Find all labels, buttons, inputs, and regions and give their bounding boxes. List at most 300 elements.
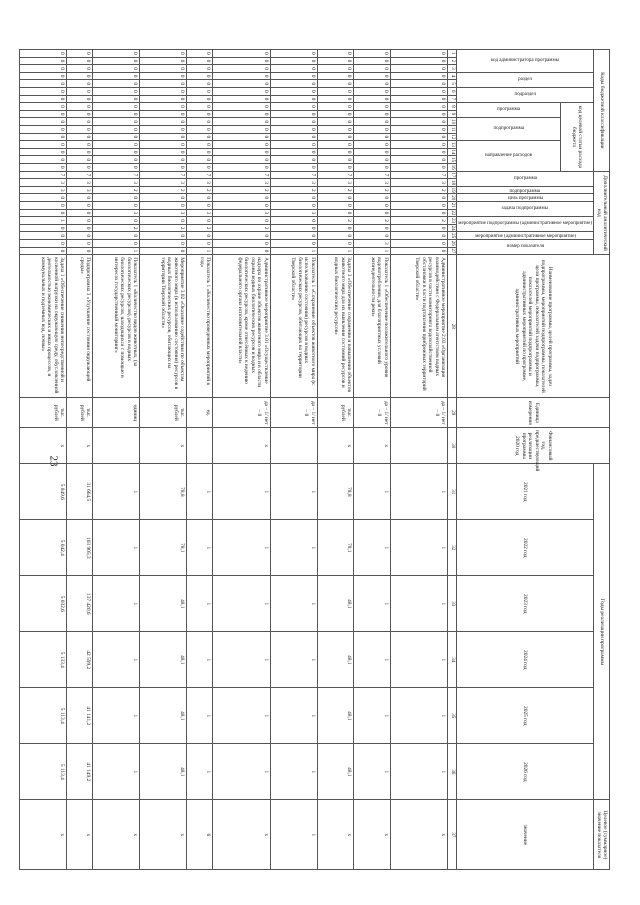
code-digit: 0 — [354, 133, 390, 141]
row-year-value: 1 — [187, 576, 213, 632]
code-digit: 2 — [187, 224, 213, 232]
code-digit: 0 — [20, 141, 67, 149]
code-digit: 3 — [20, 186, 67, 194]
row-year-value: 1 — [270, 464, 317, 520]
code-digit: 2 — [354, 186, 390, 194]
row-unit: тыс. рублей — [140, 398, 187, 428]
code-digit: 0 — [140, 65, 187, 73]
row-name: Административное мероприятие 3.01 «Осуществление надзора по охране объектов животного мира и в области охраны водных биологических ресурсов и водных биологических ресурсов, кроме отнесённых к ведению федерального органа исполнительной власти» — [213, 255, 271, 398]
code-digit: 0 — [140, 232, 187, 240]
code-digit: 0 — [270, 57, 317, 65]
row-year-value: 1 — [93, 520, 140, 576]
code-digit: 3 — [140, 209, 187, 217]
code-digit: 0 — [270, 50, 317, 58]
code-digit: 0 — [67, 194, 93, 202]
row-year-value: 1 — [93, 464, 140, 520]
code-digit: 0 — [20, 65, 67, 73]
code-digit: 0 — [187, 125, 213, 133]
row-year-value: 41 149,2 — [67, 744, 93, 800]
activity-col-header — [457, 232, 594, 240]
year-header: 2022 год — [457, 520, 594, 576]
code-digit: 7 — [140, 171, 187, 179]
code-digit: 0 — [20, 163, 67, 171]
row-name: Подпрограмма 3 «Улучшение состояния окружающей среды» — [67, 255, 93, 398]
row-year-value: 1 — [390, 632, 448, 688]
code-digit: 0 — [140, 141, 187, 149]
code-digit: 0 — [354, 72, 390, 80]
row-year-value: 1 — [93, 744, 140, 800]
row-fin-year: х — [213, 428, 271, 464]
code-digit: 0 — [187, 95, 213, 103]
code-digit: 0 — [93, 194, 140, 202]
code-digit: 0 — [354, 95, 390, 103]
code-digit: 0 — [20, 202, 67, 210]
row-fin-year: х — [317, 428, 353, 464]
target-part-header — [457, 141, 561, 172]
code-digit: 0 — [317, 103, 353, 111]
code-digit: 7 — [20, 171, 67, 179]
code-digit: 0 — [270, 232, 317, 240]
code-digit: 0 — [270, 72, 317, 80]
activity-col-header-text: номер показателя — [506, 244, 544, 250]
code-digit: 0 — [354, 202, 390, 210]
code-digit: 0 — [317, 141, 353, 149]
code-digit: 3 — [187, 179, 213, 187]
code-digit: 0 — [317, 80, 353, 88]
code-digit: 0 — [270, 133, 317, 141]
row-year-value: 1 — [213, 744, 271, 800]
code-digit: 7 — [317, 171, 353, 179]
code-digit: 0 — [20, 209, 67, 217]
code-digit: 0 — [20, 110, 67, 118]
code-digit: 0 — [390, 110, 448, 118]
code-digit: 0 — [140, 133, 187, 141]
activity-col-header — [457, 217, 594, 232]
code-digit: 3 — [187, 209, 213, 217]
code-digit: 0 — [354, 224, 390, 232]
program-table — [19, 49, 610, 870]
code-digit: 0 — [20, 80, 67, 88]
activity-code-group: Дополнительный аналитический код — [594, 171, 610, 255]
row-year-value: 1 — [354, 464, 390, 520]
code-digit: 0 — [390, 50, 448, 58]
code-digit: 0 — [317, 72, 353, 80]
row-target-value: х — [93, 800, 140, 870]
code-digit: 0 — [67, 72, 93, 80]
row-year-value: 1 — [354, 632, 390, 688]
code-digit: 0 — [67, 217, 93, 225]
column-number: 3 — [448, 65, 457, 73]
code-digit: 0 — [317, 110, 353, 118]
target-group-header: Целевое (суммарное) значение показателя — [594, 800, 610, 870]
code-digit: 2 — [354, 217, 390, 225]
column-number: 9 — [448, 110, 457, 118]
code-digit: 0 — [354, 141, 390, 149]
row-year-value: 5 133,4 — [20, 632, 67, 688]
code-digit: 7 — [354, 171, 390, 179]
row-unit: да – 1/ нет – 0 — [213, 398, 271, 428]
target-part-header — [457, 118, 561, 141]
rotated-table-frame — [39, 49, 610, 869]
code-digit: 0 — [317, 118, 353, 126]
column-number: 15 — [448, 156, 457, 164]
code-digit: 0 — [20, 95, 67, 103]
column-number: 24 — [448, 224, 457, 232]
section-header-text: раздел — [518, 76, 533, 82]
row-year-value: 1 — [213, 464, 271, 520]
code-digit: 0 — [317, 239, 353, 247]
row-target-value: х — [67, 800, 93, 870]
code-digit: 0 — [354, 232, 390, 240]
code-digit: 1 — [270, 247, 317, 255]
code-digit: 0 — [317, 133, 353, 141]
code-digit: 0 — [390, 209, 448, 217]
code-digit: 0 — [187, 80, 213, 88]
row-year-value: 1 — [390, 576, 448, 632]
code-digit: 0 — [140, 194, 187, 202]
code-digit: 7 — [67, 171, 93, 179]
column-number: 6 — [448, 87, 457, 95]
row-year-value: 1 — [390, 520, 448, 576]
row-year-value: 1 — [187, 520, 213, 576]
code-digit: 0 — [187, 133, 213, 141]
row-year-value: 1 — [187, 464, 213, 520]
code-digit: 0 — [20, 57, 67, 65]
column-number: 18 — [448, 179, 457, 187]
code-digit: 0 — [67, 156, 93, 164]
row-name: Административное мероприятие 2.03 «Организация взаимодействия с Федеральным агентством водных ресурсов в части мониторинга водохозяйственной обстановки в части подтопления прибрежных территорий Тверской области» — [390, 255, 448, 398]
code-digit: 0 — [20, 87, 67, 95]
code-digit: 0 — [317, 65, 353, 73]
code-digit: 0 — [67, 141, 93, 149]
code-digit: 0 — [93, 148, 140, 156]
activity-col-header — [457, 171, 594, 186]
row-year-value: 1 — [390, 464, 448, 520]
code-digit: 0 — [390, 95, 448, 103]
column-number: 21 — [448, 202, 457, 210]
code-digit: 0 — [67, 57, 93, 65]
row-year-value: 42 599,2 — [67, 632, 93, 688]
code-digit: 0 — [317, 156, 353, 164]
code-digit: 0 — [20, 224, 67, 232]
code-digit: 0 — [354, 125, 390, 133]
table-row — [390, 50, 448, 870]
code-digit: 0 — [213, 247, 271, 255]
row-target-value: х — [213, 800, 271, 870]
row-year-value: 103 905,3 — [67, 520, 93, 576]
code-digit: 0 — [20, 118, 67, 126]
row-year-value: 48,1 — [317, 688, 353, 744]
code-digit: 0 — [270, 194, 317, 202]
column-number: 10 — [448, 118, 457, 126]
column-number: 11 — [448, 125, 457, 133]
code-digit: 0 — [317, 194, 353, 202]
row-year-value: 1 — [354, 688, 390, 744]
row-year-value: 78,1 — [317, 520, 353, 576]
code-digit: 0 — [317, 87, 353, 95]
row-year-value: 1 — [213, 632, 271, 688]
code-digit: 7 — [187, 171, 213, 179]
column-number: 23 — [448, 217, 457, 225]
admin-code-header-text: код администратора программы — [491, 57, 560, 63]
row-target-value: х — [354, 800, 390, 870]
code-digit: 0 — [390, 65, 448, 73]
code-digit: 0 — [317, 163, 353, 171]
row-year-value: 41 141,2 — [67, 688, 93, 744]
code-digit: 0 — [140, 72, 187, 80]
code-digit: 0 — [354, 110, 390, 118]
column-number: 28 — [448, 255, 457, 398]
code-digit: 0 — [354, 87, 390, 95]
code-digit: 0 — [390, 103, 448, 111]
code-digit: 0 — [213, 50, 271, 58]
code-digit: 0 — [93, 133, 140, 141]
code-digit: 0 — [187, 239, 213, 247]
code-digit: 0 — [140, 125, 187, 133]
code-digit: 0 — [213, 141, 271, 149]
code-digit: 0 — [213, 194, 271, 202]
target-value-header: значение — [457, 800, 594, 870]
activity-col-header-text: мероприятие (административное мероприятие) — [474, 234, 576, 240]
code-digit: 0 — [270, 125, 317, 133]
code-digit: 0 — [93, 95, 140, 103]
code-digit: 0 — [354, 103, 390, 111]
code-digit: 0 — [67, 95, 93, 103]
row-year-value: 1 — [93, 576, 140, 632]
code-digit: 0 — [270, 80, 317, 88]
column-number: 25 — [448, 232, 457, 240]
row-year-value: 78,8 — [140, 464, 187, 520]
code-digit: 0 — [390, 239, 448, 247]
code-digit: 0 — [187, 194, 213, 202]
activity-col-header — [457, 186, 594, 194]
row-fin-year: х — [140, 428, 187, 464]
code-digit: 0 — [20, 247, 67, 255]
code-digit: 0 — [187, 163, 213, 171]
row-year-value: 137 420,6 — [67, 576, 93, 632]
code-digit: 0 — [390, 125, 448, 133]
code-digit: 0 — [20, 156, 67, 164]
row-year-value: 31 664,5 — [67, 464, 93, 520]
code-digit: 0 — [354, 80, 390, 88]
code-digit: 3 — [67, 179, 93, 187]
code-digit: 0 — [390, 247, 448, 255]
code-digit: 0 — [93, 156, 140, 164]
code-digit: 0 — [270, 163, 317, 171]
code-digit: 2 — [213, 224, 271, 232]
code-digit: 0 — [67, 118, 93, 126]
code-digit: 0 — [140, 50, 187, 58]
code-digit: 3 — [270, 209, 317, 217]
code-digit: 0 — [213, 148, 271, 156]
column-number: 7 — [448, 95, 457, 103]
code-digit: 3 — [140, 179, 187, 187]
code-digit: 0 — [390, 232, 448, 240]
code-digit: 2 — [187, 186, 213, 194]
code-digit: 0 — [317, 95, 353, 103]
code-digit: 0 — [187, 50, 213, 58]
code-digit: 0 — [213, 72, 271, 80]
code-digit: 2 — [93, 186, 140, 194]
code-digit: 3 — [20, 179, 67, 187]
code-digit: 0 — [317, 224, 353, 232]
code-digit: 0 — [140, 118, 187, 126]
code-digit: 2 — [390, 217, 448, 225]
code-digit: 0 — [187, 87, 213, 95]
code-digit: 0 — [213, 95, 271, 103]
code-digit: 0 — [140, 57, 187, 65]
code-digit: 0 — [390, 224, 448, 232]
code-digit: 2 — [213, 186, 271, 194]
code-digit: 2 — [390, 186, 448, 194]
code-digit: 3 — [270, 179, 317, 187]
code-digit: 0 — [140, 163, 187, 171]
code-digit: 0 — [213, 156, 271, 164]
code-digit: 0 — [390, 133, 448, 141]
code-digit: 0 — [354, 148, 390, 156]
code-digit: 1 — [187, 247, 213, 255]
code-digit: 0 — [270, 118, 317, 126]
code-digit: 0 — [93, 163, 140, 171]
code-digit: 2 — [317, 186, 353, 194]
row-year-value: 5 113,4 — [20, 688, 67, 744]
code-digit: 0 — [67, 232, 93, 240]
code-digit: 0 — [67, 202, 93, 210]
column-number: 31 — [448, 464, 457, 520]
activity-col-header-text: цель программы — [507, 196, 543, 202]
code-digit: 0 — [93, 110, 140, 118]
code-digit: 0 — [187, 72, 213, 80]
code-digit: 0 — [140, 247, 187, 255]
row-name: Показатель 1 «Обеспечение положительного уровня водопотребления, для благоприятных условий жизнедеятельности реки» — [354, 255, 390, 398]
activity-col-header-text: задача подпрограммы — [501, 206, 549, 212]
target-part-header-text: программа — [497, 107, 521, 113]
code-digit: 0 — [390, 202, 448, 210]
activity-col-header — [457, 194, 594, 202]
column-number: 34 — [448, 632, 457, 688]
row-fin-year — [390, 428, 448, 464]
column-number: 17 — [448, 171, 457, 179]
code-digit: 7 — [93, 171, 140, 179]
code-digit: 3 — [93, 179, 140, 187]
row-name: Показатель 1 «Количество видов животных, (за биологических ресурсов), ресурсов в водных биологических ресурсов, находящихся с помощью в интересах государственный мониторинг» — [93, 255, 140, 398]
code-digit: 0 — [270, 224, 317, 232]
row-year-value: 1 — [93, 632, 140, 688]
table-row — [270, 50, 317, 870]
row-target-value: х — [390, 800, 448, 870]
code-digit: 3 — [213, 209, 271, 217]
code-digit: 0 — [93, 217, 140, 225]
row-name: Показатель 1 «Сохранение объектов животного мира (к использованию состояния) ресурсов в водных биологических ресурсов, обитающих на территории Тверской области» — [270, 255, 317, 398]
code-digit: 0 — [317, 148, 353, 156]
code-digit: 0 — [213, 118, 271, 126]
row-year-value: 1 — [187, 744, 213, 800]
code-digit: 0 — [20, 239, 67, 247]
code-digit: 0 — [213, 57, 271, 65]
year-header: 2025 год — [457, 688, 594, 744]
code-digit: 7 — [270, 171, 317, 179]
code-digit: 0 — [187, 57, 213, 65]
row-year-value: 48,1 — [140, 632, 187, 688]
row-year-value: 48,1 — [140, 576, 187, 632]
code-digit: 0 — [67, 209, 93, 217]
code-digit: 2 — [93, 224, 140, 232]
code-digit: 0 — [20, 148, 67, 156]
code-digit: 0 — [213, 103, 271, 111]
code-digit: 0 — [67, 65, 93, 73]
code-digit: 0 — [93, 125, 140, 133]
row-name: Мероприятие 3.02 «Оказание содействия по объектам животного мира (к использованию состояния) ресурсов в водных биологических ресурсов, обитающих на территории Тверской области» — [140, 255, 187, 398]
row-unit: ед. — [187, 398, 213, 428]
code-digit: 7 — [213, 171, 271, 179]
table-row — [93, 50, 140, 870]
code-digit: 0 — [390, 57, 448, 65]
code-digit: 0 — [140, 202, 187, 210]
code-digit: 0 — [390, 72, 448, 80]
subsection-header-text: подраздел — [514, 92, 536, 98]
column-number: 16 — [448, 163, 457, 171]
activity-col-header-text: мероприятие подпрограммы (административное мероприятие) — [458, 221, 593, 227]
code-digit: 0 — [270, 202, 317, 210]
code-digit: 0 — [317, 125, 353, 133]
code-digit: 0 — [390, 156, 448, 164]
code-digit: 0 — [390, 141, 448, 149]
code-digit: 0 — [270, 141, 317, 149]
fin-year-column-header: Финансовый год, предшествующий реализации программы 2020 год — [457, 428, 610, 464]
row-name: Показатель 1 «Количество проведенных мероприятий в год» — [187, 255, 213, 398]
code-digit: 0 — [390, 87, 448, 95]
code-digit: 3 — [354, 239, 390, 247]
row-year-value: 1 — [187, 632, 213, 688]
row-year-value: 1 — [270, 688, 317, 744]
column-number: 19 — [448, 186, 457, 194]
code-digit: 0 — [270, 156, 317, 164]
code-digit: 0 — [140, 95, 187, 103]
code-digit: 0 — [187, 141, 213, 149]
code-digit: 0 — [317, 232, 353, 240]
code-digit: 0 — [93, 50, 140, 58]
code-digit: 0 — [213, 110, 271, 118]
code-digit: 0 — [354, 65, 390, 73]
code-digit: 0 — [213, 217, 271, 225]
code-digit: 2 — [140, 224, 187, 232]
code-digit: 0 — [213, 202, 271, 210]
budget-codes-group: Коды бюджетной классификации — [594, 50, 610, 172]
code-digit: 0 — [270, 95, 317, 103]
code-digit: 0 — [390, 148, 448, 156]
row-year-value: 48,1 — [317, 632, 353, 688]
row-year-value: 5 032,6 — [20, 576, 67, 632]
name-column-header: Наименование программы, целей программы, задач подпрограммы, мероприятий подпрограммы, показателей цели программы, показателей задачи подпрограммы, показателей мероприятий подпрограммы и административных мероприятий по программе, административных мероприятий — [457, 255, 610, 398]
code-digit: 0 — [270, 148, 317, 156]
year-header: 2023 год — [457, 576, 594, 632]
column-number: 33 — [448, 576, 457, 632]
code-digit: 3 — [93, 209, 140, 217]
row-unit: тыс. рублей — [317, 398, 353, 428]
code-digit: 0 — [270, 217, 317, 225]
code-digit: 0 — [213, 65, 271, 73]
code-digit: 0 — [354, 209, 390, 217]
row-year-value: 1 — [354, 576, 390, 632]
code-digit: 0 — [20, 232, 67, 240]
row-unit: единиц — [93, 398, 140, 428]
code-digit: 0 — [213, 133, 271, 141]
header-row — [594, 50, 610, 870]
code-digit: 0 — [187, 217, 213, 225]
code-digit: 0 — [390, 80, 448, 88]
column-number: 30 — [448, 428, 457, 464]
code-digit: 0 — [213, 163, 271, 171]
